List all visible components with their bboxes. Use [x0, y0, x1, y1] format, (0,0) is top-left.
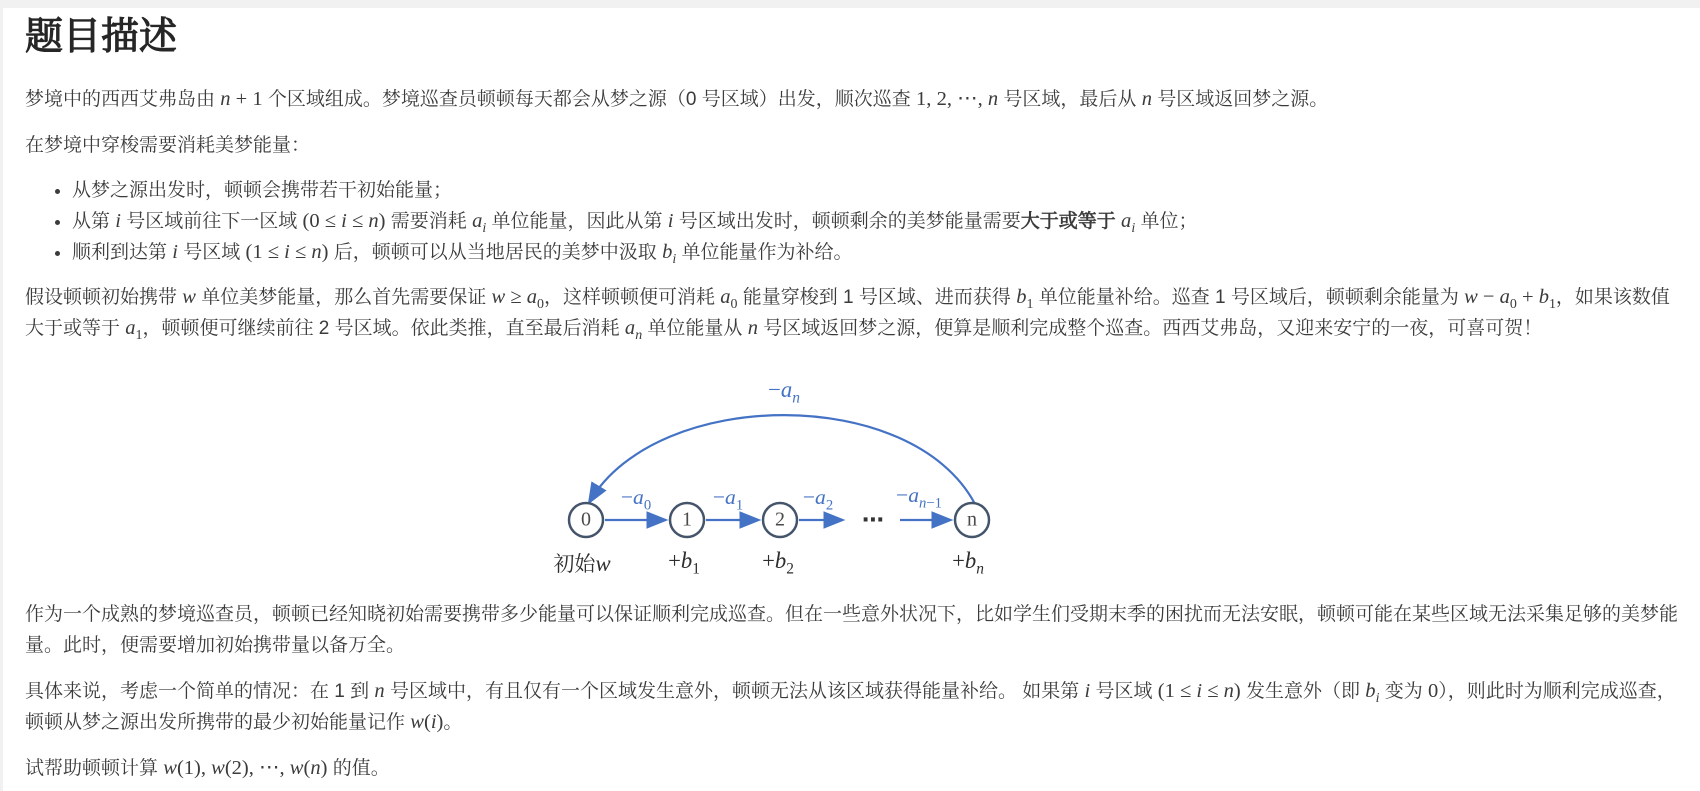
accident-paragraph: 具体来说，考虑一个简单的情况：在 1 到 n 号区域中，有且仅有一个区域发生意外，顿顿无法从该区域获得能量补给。 如果第 i 号区域 (1 ≤ i ≤ n) 发生意外（即 $b_i$ 变为 0），则此时为顺利完成巡查，顿顿从梦之源出发所携带的最少初始能量记作 w(i)。	[25, 679, 1676, 733]
task-paragraph: 试帮助顿顿计算 w(1), w(2), ⋯, w(n) 的值。	[25, 756, 390, 779]
energy-intro-paragraph: 在梦境中穿梭需要消耗美梦能量：	[25, 134, 311, 156]
below-label-initial-w: 初始w	[553, 550, 611, 576]
node-label-1: 1	[682, 508, 692, 531]
edge-label-an-1: $-a_{n-1}$	[896, 482, 942, 511]
example-paragraph: 假设顿顿初始携带 w 单位美梦能量，那么首先需要保证 $w \ge a_0$，这样顿顿便可消耗 $a_0$ 能量穿梭到 1 号区域、进而获得 $b_1$ 单位能量补给。巡查 1 号区域后，顿顿剩余能量为 $w - a_0 + b_1$，如果该数值大于或等于 $a_1$，顿顿便可继续前往 2 号区域。依此类推，直至最后消耗 $a_n$ 单位能量从 n 号区域返回梦之源，便算是顺利完成整个巡查。西西艾弗岛，又迎来安宁的一夜，可喜可贺！	[25, 285, 1670, 343]
rule-item-start: • 从梦之源出发时，顿顿会携带若干初始能量；	[72, 176, 1682, 206]
rule-item-refill: • 顺利到达第 i 号区域 (1 ≤ i ≤ n) 后，顿顿可以从当地居民的美梦中汲取 $b_i$ 单位能量作为补给。	[72, 237, 1682, 268]
intro-paragraph: 梦境中的西西艾弗岛由 n + 1 个区域组成。梦境巡查员顿顿每天都会从梦之源（0 号区域）出发，顺次巡查 1, 2, ⋯, n 号区域，最后从 n 号区域返回梦之源。	[25, 87, 1329, 110]
mature-paragraph: 作为一个成熟的梦境巡查员，顿顿已经知晓初始需要携带多少能量可以保证顺利完成巡查。但在一些意外状况下，比如学生们受期末季的困扰而无法安眠，顿顿可能在某些区域无法采集足够的美梦能量。此时，便需要增加初始携带量以备万全。	[25, 603, 1679, 656]
ellipsis-dots: ⋯	[862, 506, 884, 532]
route-diagram	[540, 359, 1020, 589]
below-label-bn: $+b_n$	[952, 547, 984, 578]
node-label-2: 2	[775, 508, 785, 531]
edge-label-a2: $-a_2$	[802, 484, 834, 513]
rule-item-cost: • 从第 i 号区域前往下一区域 (0 ≤ i ≤ n) 需要消耗 $a_i$ 单位能量，因此从第 i 号区域出发时，顿顿剩余的美梦能量需要大于或等于 $a_i$ 单位；	[72, 206, 1682, 237]
rules-list	[25, 176, 1682, 268]
node-label-n: n	[967, 508, 977, 531]
below-label-b1: $+b_1$	[668, 547, 700, 578]
edge-label-a1: $-a_1$	[712, 484, 744, 513]
page-left-edge	[0, 0, 3, 791]
below-label-b2: $+b_2$	[762, 547, 794, 578]
return-arc-label: $-a_n$	[768, 376, 800, 407]
page-top-edge	[0, 0, 1700, 8]
node-label-0: 0	[581, 508, 591, 531]
edge-label-a0: $-a_0$	[620, 484, 652, 513]
page-title: 题目描述	[25, 16, 178, 58]
